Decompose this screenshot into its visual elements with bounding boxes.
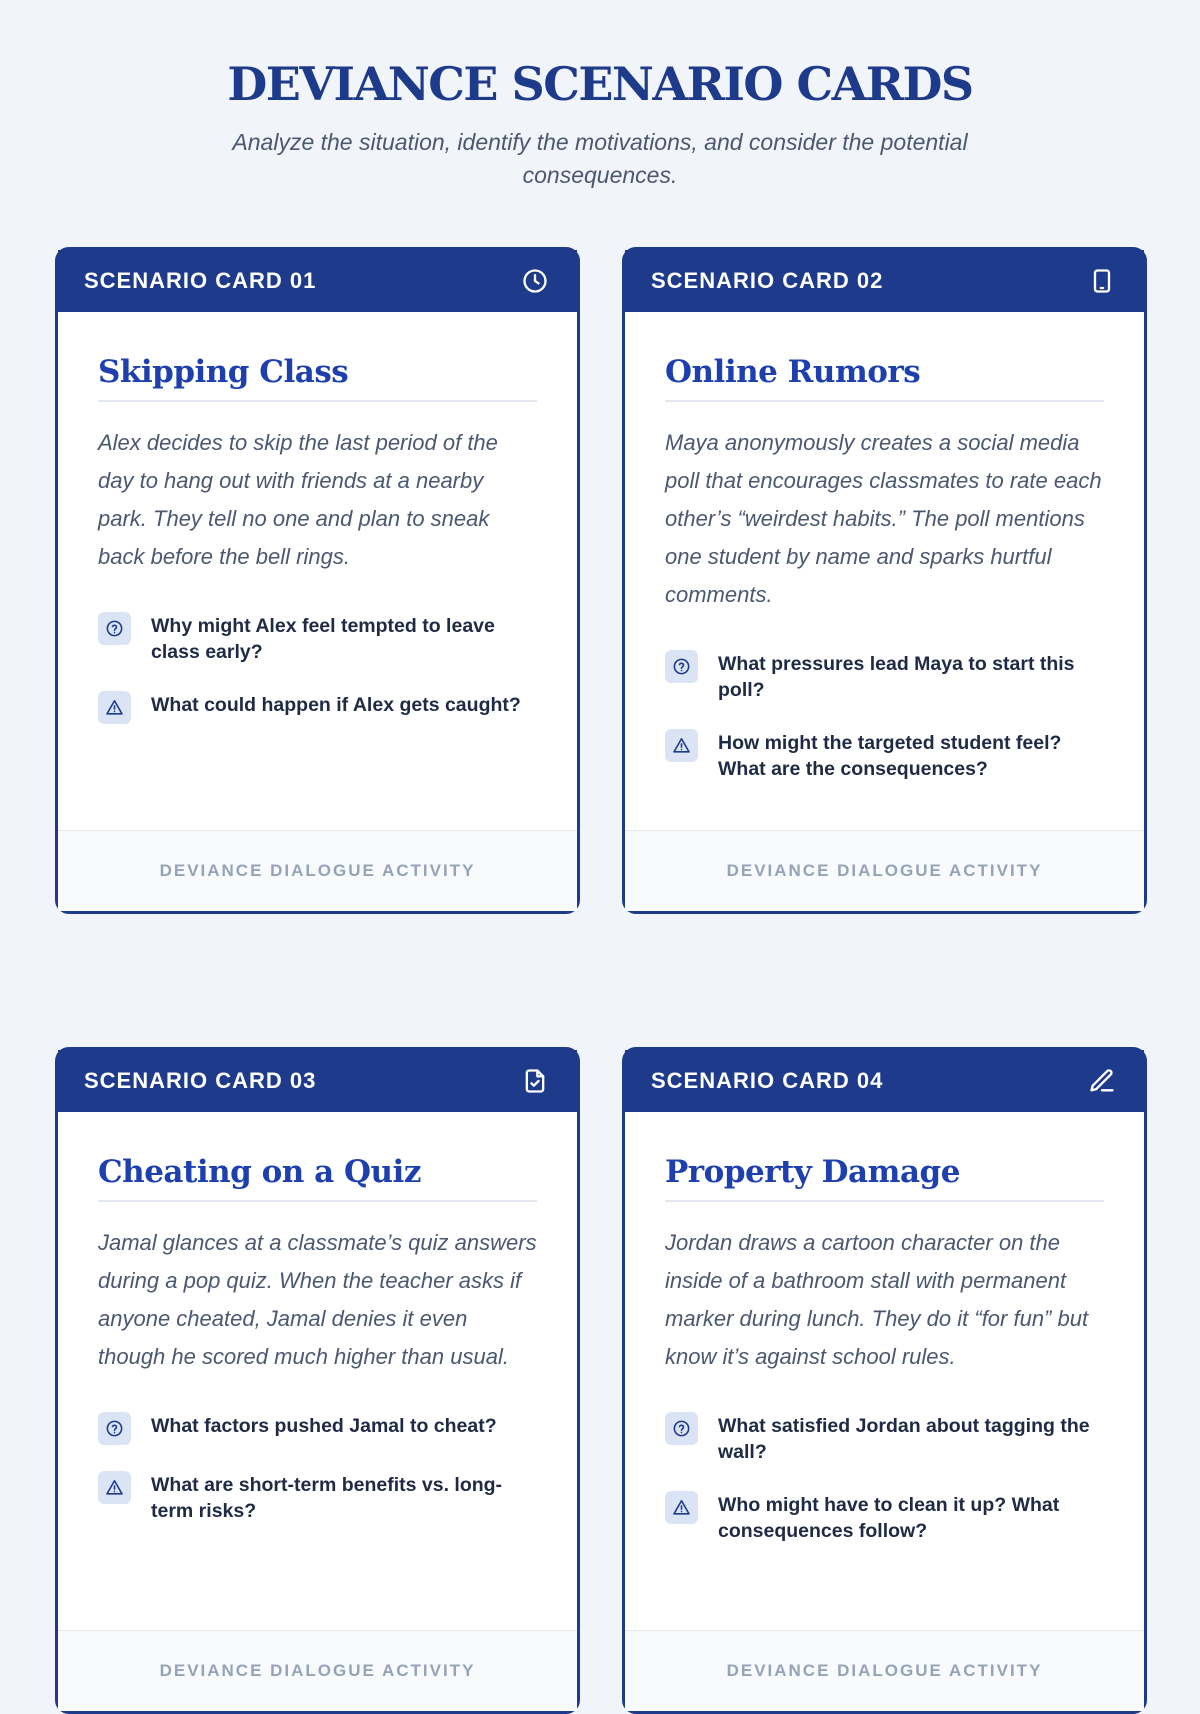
question-item bbox=[98, 612, 537, 665]
scenario-card-03 bbox=[55, 1047, 580, 1714]
card-label: SCENARIO CARD 04 bbox=[651, 1068, 884, 1093]
page-title: DEVIANCE SCENARIO CARDS bbox=[227, 57, 973, 111]
card-title: Property Damage bbox=[665, 1154, 1104, 1202]
card-header bbox=[625, 1050, 1144, 1112]
scenario-card-01 bbox=[55, 247, 580, 914]
card-label: SCENARIO CARD 01 bbox=[84, 268, 317, 293]
scenario-text: Jamal glances at a classmate’s quiz answers during a pop quiz. When the teacher asks if anyone cheated, Jamal denies it even though he scored much higher than usual. bbox=[98, 1230, 537, 1369]
warning-triangle-icon bbox=[98, 1471, 131, 1504]
card-body bbox=[625, 1112, 1144, 1544]
tablet-icon bbox=[1088, 267, 1116, 295]
card-footer: DEVIANCE DIALOGUE ACTIVITY bbox=[58, 1630, 577, 1711]
question-text: How might the targeted student feel? What are the consequences? bbox=[718, 732, 1062, 780]
question-text: What are short-term benefits vs. long-term risks? bbox=[151, 1474, 503, 1522]
card-title: Skipping Class bbox=[98, 354, 537, 402]
card-title: Cheating on a Quiz bbox=[98, 1154, 537, 1202]
card-body bbox=[58, 1112, 577, 1524]
card-label: SCENARIO CARD 03 bbox=[84, 1068, 317, 1093]
page-header bbox=[0, 0, 1200, 192]
pen-icon bbox=[1088, 1067, 1116, 1095]
scenario-text: Alex decides to skip the last period of the day to hang out with friends at a nearby park. They tell no one and plan to sneak back before the bell rings. bbox=[98, 430, 498, 569]
warning-triangle-icon bbox=[665, 1491, 698, 1524]
scenario-text: Jordan draws a cartoon character on the inside of a bathroom stall with permanent marker during lunch. They do it “for fun” but know it’s against school rules. bbox=[665, 1230, 1089, 1369]
warning-triangle-icon bbox=[665, 729, 698, 762]
card-header bbox=[625, 250, 1144, 312]
card-header bbox=[58, 1050, 577, 1112]
question-item bbox=[98, 1471, 537, 1524]
question-item bbox=[98, 1412, 537, 1445]
question-circle-icon bbox=[665, 1412, 698, 1445]
question-item bbox=[665, 729, 1104, 782]
question-circle-icon bbox=[98, 1412, 131, 1445]
card-footer: DEVIANCE DIALOGUE ACTIVITY bbox=[58, 830, 577, 911]
clock-icon bbox=[521, 267, 549, 295]
question-circle-icon bbox=[98, 612, 131, 645]
card-body bbox=[625, 312, 1144, 782]
question-item bbox=[665, 1491, 1104, 1544]
question-item bbox=[98, 691, 537, 724]
question-text: What pressures lead Maya to start this poll? bbox=[718, 653, 1075, 701]
question-text: Who might have to clean it up? What consequences follow? bbox=[718, 1494, 1060, 1542]
page-subtitle: Analyze the situation, identify the motivations, and consider the potential consequences. bbox=[232, 129, 968, 188]
warning-triangle-icon bbox=[98, 691, 131, 724]
question-text: What factors pushed Jamal to cheat? bbox=[151, 1415, 497, 1437]
question-item bbox=[665, 1412, 1104, 1465]
question-list bbox=[98, 1412, 537, 1524]
card-header bbox=[58, 250, 577, 312]
document-check-icon bbox=[521, 1067, 549, 1095]
scenario-card-04 bbox=[622, 1047, 1147, 1714]
question-list bbox=[665, 1412, 1104, 1544]
question-text: What satisfied Jordan about tagging the wall? bbox=[718, 1415, 1090, 1463]
card-label: SCENARIO CARD 02 bbox=[651, 268, 884, 293]
question-list bbox=[665, 650, 1104, 782]
question-item bbox=[665, 650, 1104, 703]
card-footer: DEVIANCE DIALOGUE ACTIVITY bbox=[625, 1630, 1144, 1711]
card-footer: DEVIANCE DIALOGUE ACTIVITY bbox=[625, 830, 1144, 911]
scenario-text: Maya anonymously creates a social media poll that encourages classmates to rate each other’s “weirdest habits.” The poll mentions one student by name and sparks hurtful comments. bbox=[665, 430, 1102, 607]
card-body bbox=[58, 312, 577, 724]
question-circle-icon bbox=[665, 650, 698, 683]
card-title: Online Rumors bbox=[665, 354, 1104, 402]
question-text: What could happen if Alex gets caught? bbox=[151, 694, 521, 716]
question-list bbox=[98, 612, 537, 724]
scenario-card-02 bbox=[622, 247, 1147, 914]
scenario-card-grid bbox=[55, 247, 1147, 1714]
question-text: Why might Alex feel tempted to leave class early? bbox=[151, 615, 495, 663]
